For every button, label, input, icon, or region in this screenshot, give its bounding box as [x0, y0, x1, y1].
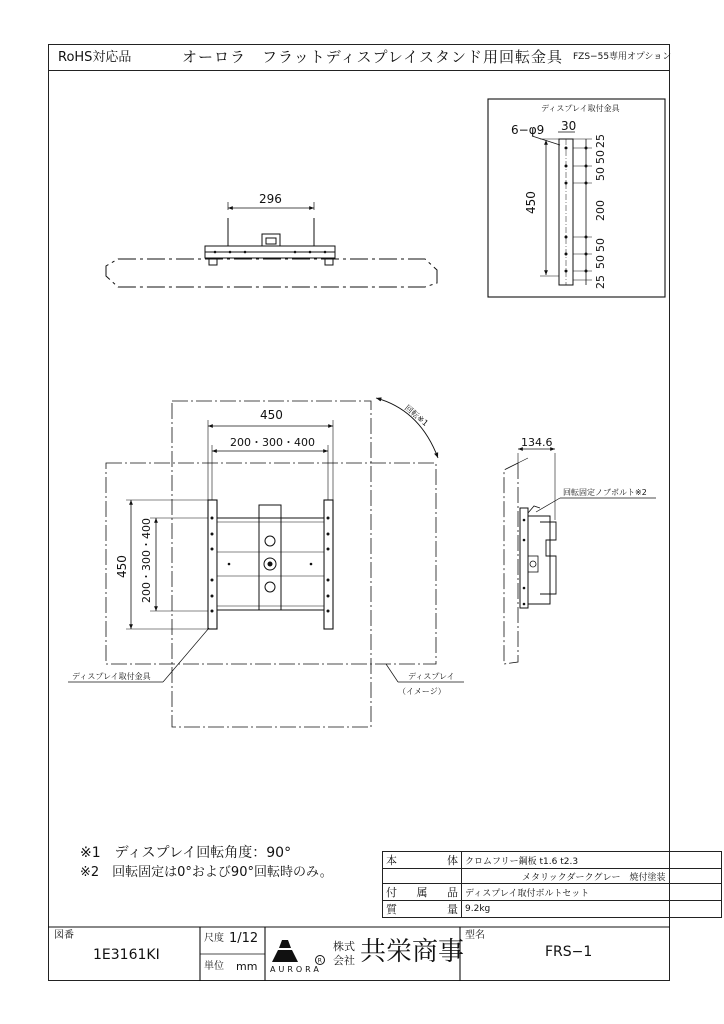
- spec-label: [383, 869, 462, 884]
- bracket-spacing-5: 50: [594, 238, 607, 252]
- front-width-vesa: 200・300・400: [230, 436, 315, 449]
- spec-label: 本 体: [383, 852, 462, 869]
- spec-row: [383, 852, 722, 869]
- spec-row: [383, 869, 722, 884]
- drawing-no: 1E3161KI: [93, 947, 160, 963]
- note-1: ※1 ディスプレイ回転角度：90°: [80, 845, 292, 861]
- company-name: 共栄商事: [360, 937, 465, 967]
- unit-label: 単位: [204, 961, 224, 972]
- front-height-vesa: 200・300・400: [140, 518, 153, 603]
- bracket-offset: 30: [561, 119, 577, 133]
- svg-text:R: R: [317, 957, 322, 965]
- company-prefix-bottom: 会社: [333, 954, 355, 967]
- bracket-spacing-7: 25: [594, 275, 607, 289]
- spec-row: [383, 884, 722, 901]
- bracket-spacing-2: 50: [594, 150, 607, 164]
- spec-row: [383, 901, 722, 918]
- bracket-callout-label: ディスプレイ取付金具: [72, 672, 151, 681]
- top-view: [106, 202, 437, 287]
- note-2: ※2 回転固定は0°および90°回転時のみ。: [80, 865, 333, 880]
- rotation-label: 回転※1: [402, 403, 430, 428]
- spec-value: メタリックダークグレー 焼付塗装: [462, 869, 722, 884]
- unit-value: mm: [236, 960, 258, 973]
- bracket-spacing-1: 25: [594, 134, 607, 148]
- spec-value: ディスプレイ取付ボルトセット: [462, 884, 722, 901]
- display-label: ディスプレイ: [408, 672, 455, 681]
- option-label: FZS−55専用オプション: [573, 52, 672, 62]
- knob-label: 回転固定ノブボルト※2: [563, 488, 647, 497]
- side-view: [504, 449, 656, 664]
- display-note: （イメージ）: [398, 687, 446, 696]
- bracket-spacing-3: 50: [594, 167, 607, 181]
- model-label: 型名: [465, 930, 485, 941]
- bracket-holes: 6−φ9: [511, 123, 545, 137]
- scale-value: 1/12: [229, 931, 259, 946]
- spec-value: クロムフリー鋼板 t1.6 t2.3: [462, 852, 722, 869]
- spec-value: 9.2kg: [462, 901, 722, 918]
- front-width-450: 450: [260, 408, 283, 422]
- bracket-spacing-6: 50: [594, 255, 607, 269]
- top-width-dim: 296: [259, 192, 282, 206]
- bracket-detail-title: ディスプレイ取付金具: [541, 104, 620, 113]
- aurora-logo-text: AURORA: [270, 965, 322, 974]
- drawing-title: オーロラ フラットディスプレイスタンド用回転金具: [182, 48, 564, 66]
- model-name: FRS−1: [545, 944, 593, 960]
- scale-label: 尺度: [204, 933, 224, 944]
- spec-label: 付属品: [383, 884, 462, 901]
- bracket-height: 450: [524, 191, 538, 214]
- rohs-label: RoHS対応品: [58, 50, 132, 65]
- spec-table: [382, 851, 722, 918]
- side-depth: 134.6: [521, 436, 553, 449]
- spec-label: 質 量: [383, 901, 462, 918]
- front-height-450: 450: [115, 555, 129, 578]
- bracket-spacing-4: 200: [594, 200, 607, 221]
- drawing-no-label: 図番: [54, 930, 74, 941]
- company-prefix-top: 株式: [333, 940, 355, 953]
